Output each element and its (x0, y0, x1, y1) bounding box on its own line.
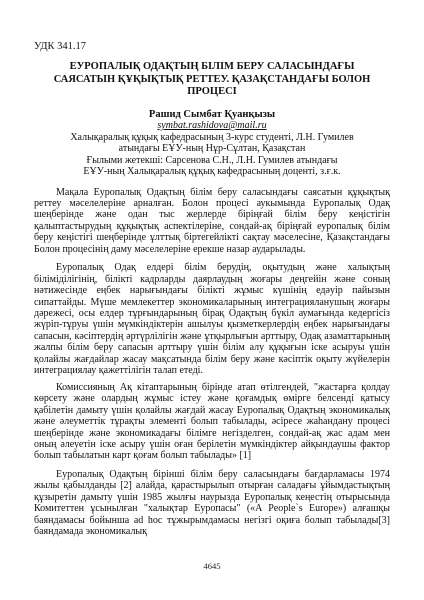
page-number: 4645 (203, 561, 221, 571)
article-title (34, 61, 390, 99)
udk-code: УДК 341.17 (34, 41, 87, 52)
title-line: ЕУРОПАЛЫҚ ОДАҚТЫҢ БІЛІМ БЕРУ САЛАСЫНДАҒЫ (69, 61, 355, 72)
body-paragraph: Еуропалық Одақтың бірінші білім беру саласындағы бағдарламасы 1974 жылы қабылданды [2] алайда, қарастырылып отырған саладағы ұйымдастықтың құзыретін дамыту үшін 1985 жылғы наурызда Еуропалық кеңестің отырысында Комитеттен ұсынылған "халықтар Еуропасы" («A People`s Europe») алғашқы баяндамасы бойынша ad hoc тұжырымдамасы негізгі оқиға болып табылады[3] баяндамада экономикалық (34, 468, 390, 538)
affiliation-line: Халықаралық құқық кафедрасының 3-курс студенті, Л.Н. Гумилев (70, 131, 354, 143)
author-name: Рашид Сымбат Қуанқызы (148, 108, 276, 120)
author-block (34, 109, 390, 178)
affiliation-line: атындағы ЕҰУ-ның Нұр-Сұлтан, Қазақстан (118, 143, 306, 154)
title-line: САЯСАТЫН ҚҰҚЫҚТЫҚ РЕТТЕУ. ҚАЗАҚСТАНДАҒЫ БОЛОН (53, 73, 371, 85)
affiliation-line: ЕҰУ-ның Халықаралық құқық кафедрасының доценті, з.ғ.к. (83, 166, 341, 177)
body-paragraph: Комиссияның Ақ кітаптарының бірінде атап өтілгендей, "жастарға қолдау көрсету және олардың жұмыс істеу және қоғамдық өмірге белсенді қатысу қабілетін дамыту үшін қолайлы жағдай жасау Еуропалық Одақтың экономикалық және әлеуметтік тұрақты элементі болып табылады, әсіресе жаһандану процесі шеңберінде және экономикадағы білімге негізделген, сондай-ақ жас адам мен оның әлеуетін іске асыру үшін оған берілетін мүмкіндіктер айқындаушы фактор болып табылатын карт қоғам болып табылады» [1] (34, 381, 390, 462)
affiliation-line: Ғылыми жетекші: Сарсенова С.Н., Л.Н. Гумилев атындағы (86, 154, 338, 166)
abstract-paragraph: Мақала Еуропалық Одақтың білім беру саласындағы саясатын құқықтық реттеу мәселелеріне арналған. Болон процесі аукымында Еуропалық Одақ шеңберінде және одан тыс жерлерде біріңғай білім беру кеңістігін қалыптастырудың құқықтық аспектілеріне, сондай-ақ біріңғай еуропалық білім беру кеңістігі шеңберінде ұлттық біртегейлікті сақтау мәселесіне, Қазақстандағы Болон процесінің даму мәселелеріне ерекше назар аударылады. (34, 186, 390, 255)
author-email-link[interactable]: symbat.rashidova@mail.ru (157, 120, 267, 131)
body-paragraph: Еуропалық Одақ елдері білім берудің, оқытудың және халықтың біліміділігінің, білікті кадрларды даярлаудың жоғары деңгейін және соның нәтижесінде еңбек нарығындағы білікті жұмыс күшінің едәуір пайызын сипаттайды. Мүше мемлекеттер экономикаларының интеграцияланушың жоғары дәрежесі, осы елдер тұрғындарының бірақ Одақтың бүкіл аумағында кедергісіз жүріп-тұруы үшін мүмкіндіктерін ашылуы қызметкерлердің еңбек нарығындағы сапасын, кәсіптердің әртүрлілігін және ұтқырлығын арттыру, Одақ азаматтарының жалпы білім беру сапасын арттыру үшін білім алу құқығын іске асыруы үшін қолайлы жағдайлар жасау мақсатында білім беру және кәсіптік оқыту жүйелерін интеграциялау қажеттілігін талап етеді. (34, 262, 390, 377)
title-line: ПРОЦЕСІ (187, 86, 237, 97)
